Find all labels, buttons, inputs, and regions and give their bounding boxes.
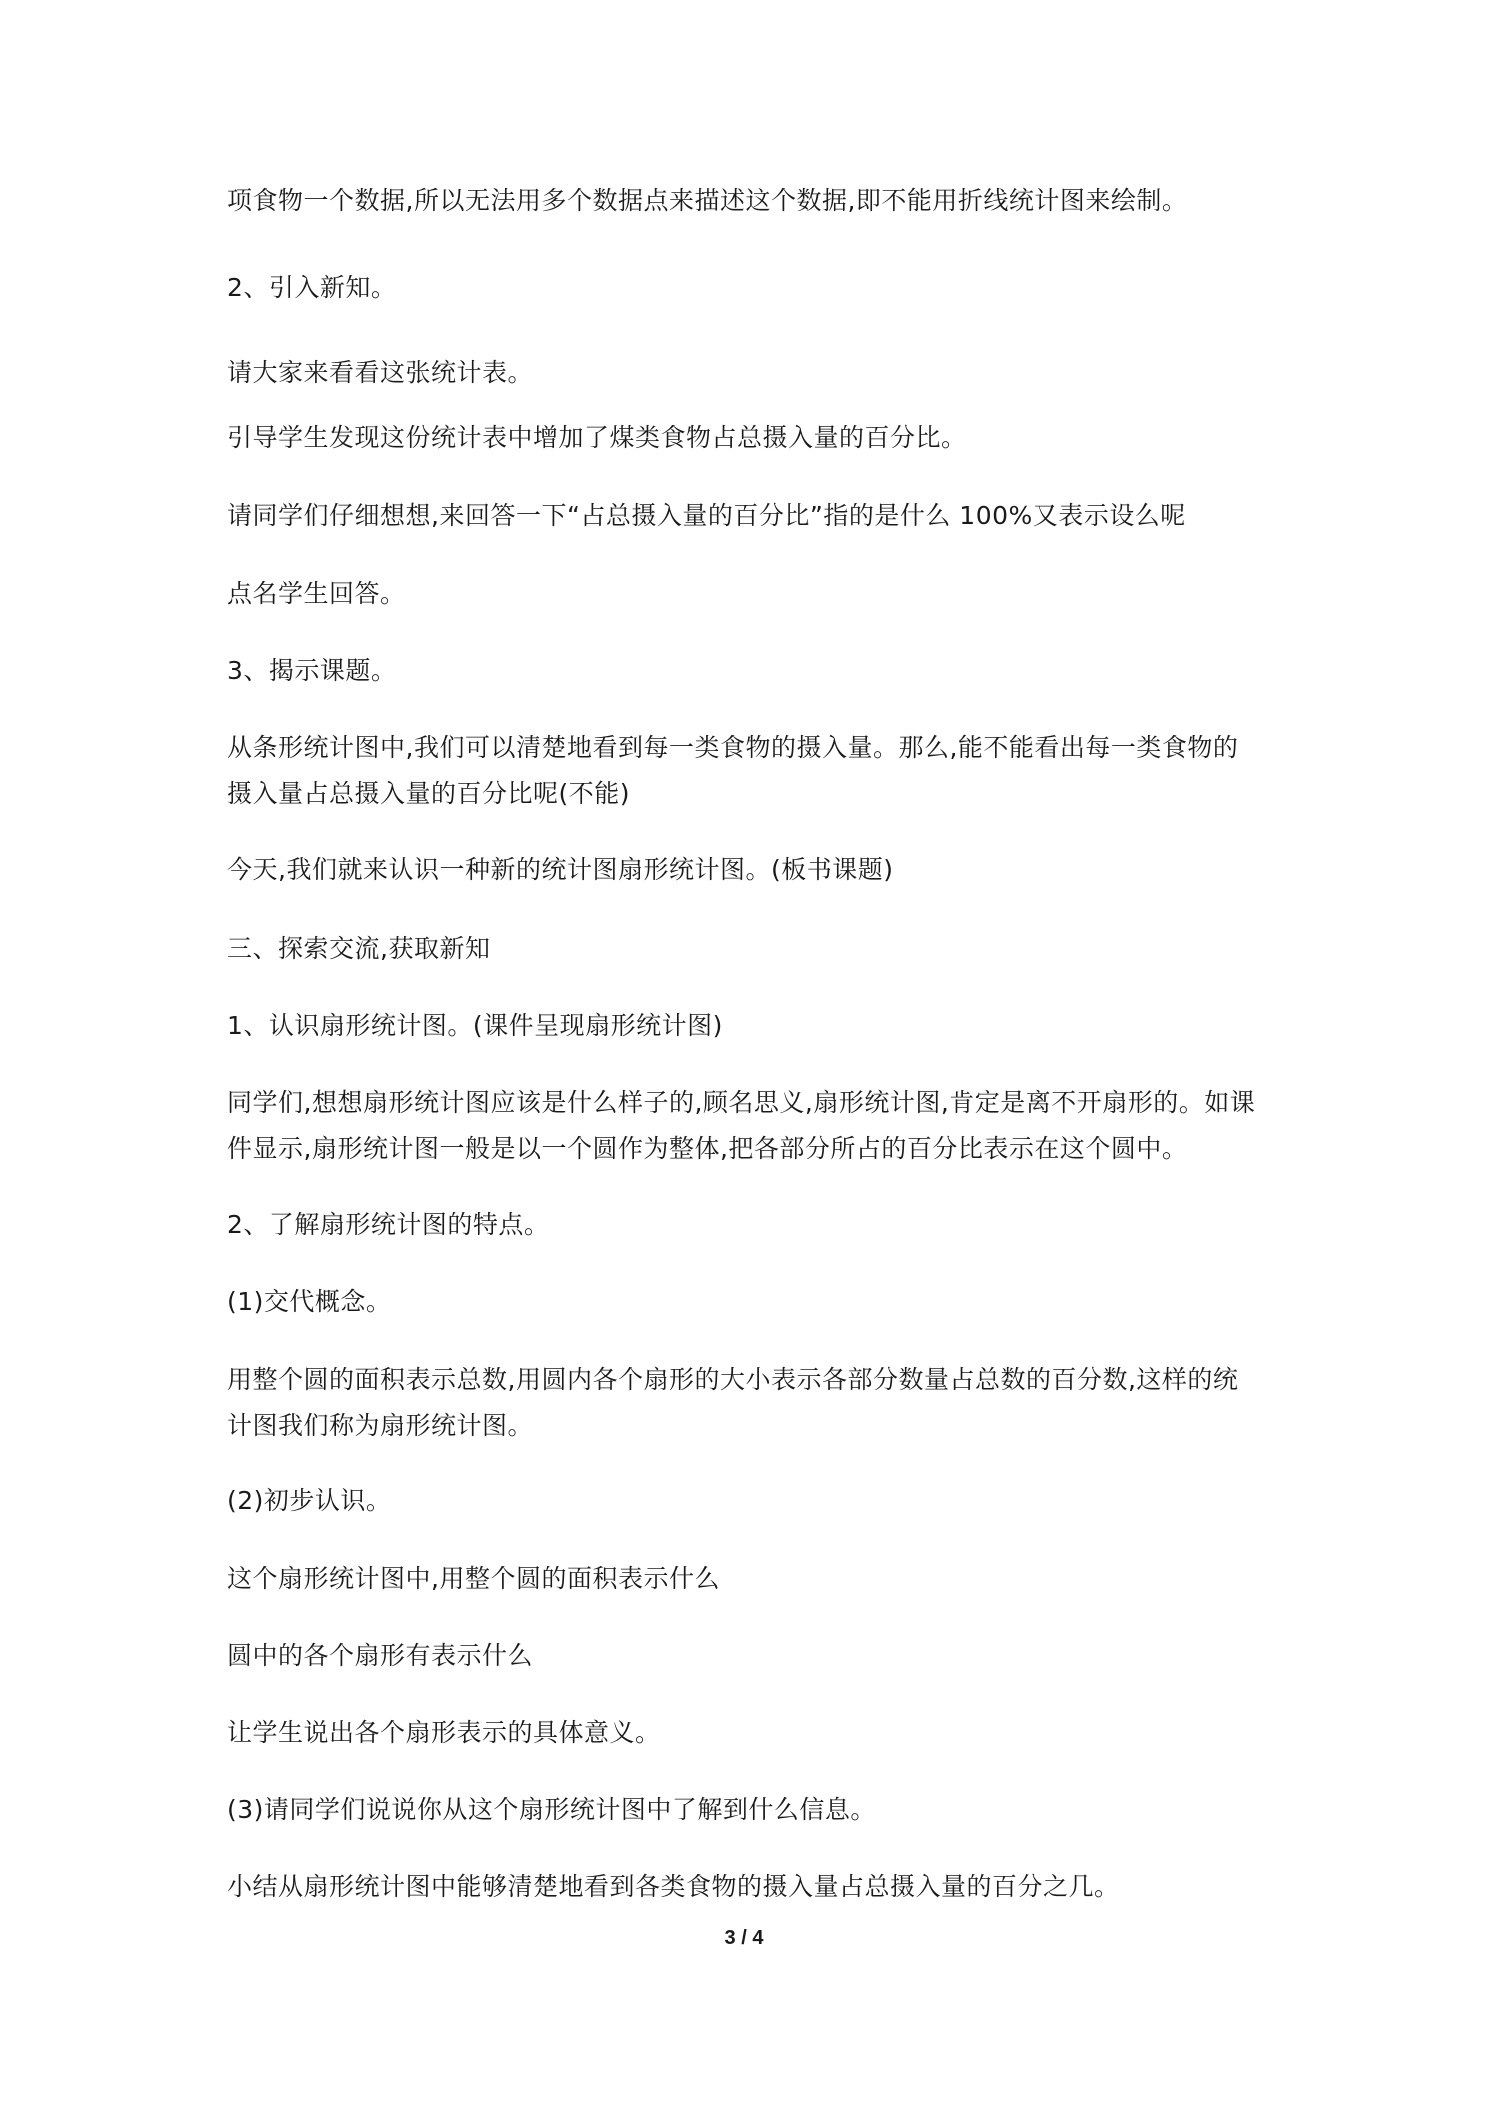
paragraph-8: 从条形统计图中,我们可以清楚地看到每一类食物的摄入量。那么,能不能看出每一类食物的 摄入量占总摄入量的百分比呢(不能) [227,733,1239,808]
paragraph-13: 2、了解扇形统计图的特点。 [227,1210,550,1239]
paragraph-5: 请同学们仔细想想,来回答一下“占总摄入量的百分比”指的是什么 100%又表示设么呢 [227,501,1186,530]
paragraph-9: 今天,我们就来认识一种新的统计图扇形统计图。(板书课题) [227,855,894,884]
paragraph-4: 引导学生发现这份统计表中增加了煤类食物占总摄入量的百分比。 [227,423,967,452]
paragraph-7: 3、揭示课题。 [227,656,397,685]
paragraph-16: (2)初步认识。 [227,1486,392,1515]
paragraph-17: 这个扇形统计图中,用整个圆的面积表示什么 [227,1564,720,1593]
paragraph-10: 三、探索交流,获取新知 [227,934,491,963]
paragraph-6: 点名学生回答。 [227,579,406,608]
paragraph-19: 让学生说出各个扇形表示的具体意义。 [227,1718,661,1747]
paragraph-1: 项食物一个数据,所以无法用多个数据点来描述这个数据,即不能用折线统计图来绘制。 [227,186,1188,215]
paragraph-3: 请大家来看看这张统计表。 [227,358,534,387]
paragraph-12: 同学们,想想扇形统计图应该是什么样子的,顾名思义,扇形统计图,肯定是离不开扇形的。如课 件显示,扇形统计图一般是以一个圆作为整体,把各部分所占的百分比表示在这个圆中。 [227,1088,1256,1163]
paragraph-21: 小结从扇形统计图中能够清楚地看到各类食物的摄入量占总摄入量的百分之几。 [227,1872,1120,1901]
paragraph-14: (1)交代概念。 [227,1287,392,1316]
paragraph-2: 2、引入新知。 [227,273,397,302]
paragraph-20: (3)请同学们说说你从这个扇形统计图中了解到什么信息。 [227,1795,876,1824]
paragraph-11: 1、认识扇形统计图。(课件呈现扇形统计图) [227,1011,723,1040]
paragraph-15: 用整个圆的面积表示总数,用圆内各个扇形的大小表示各部分数量占总数的百分数,这样的统 计图我们称为扇形统计图。 [227,1365,1239,1440]
paragraph-18: 圆中的各个扇形有表示什么 [227,1641,534,1670]
page-number: 3 / 4 [724,1927,764,1949]
